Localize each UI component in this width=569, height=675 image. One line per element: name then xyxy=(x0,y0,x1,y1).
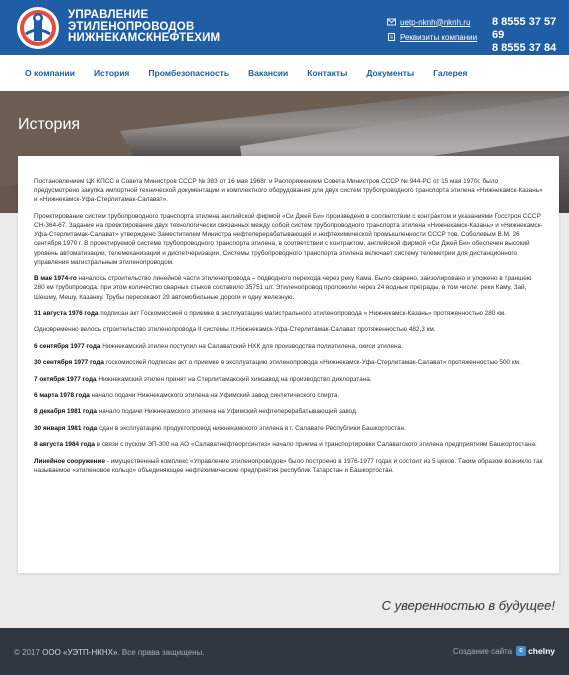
requisites-text[interactable]: Реквизиты компании xyxy=(400,32,478,42)
copyright-prefix: © 2017 xyxy=(14,648,43,657)
paragraph-lead: 31 августа 1976 года xyxy=(34,310,99,317)
nav-item-safety[interactable]: Промбезопасность xyxy=(148,68,230,78)
paragraph-lead: В мае 1974-го xyxy=(34,275,77,283)
paragraph-text: госкомиссией подписан акт о приемке в эксплуатацию этиленопровода «Нижнекамск-Уфа-Стерлитамак-Салават» протяженностью 500 км. xyxy=(103,359,521,367)
logo-emblem[interactable] xyxy=(16,6,60,50)
nav-item-vacancies[interactable]: Вакансии xyxy=(248,68,289,78)
paragraph-text: - имущественный комплекс «Управление этиленопроводов» было построено в 1976-1977 годах и состоит из 5 цехов. Таким образом возникло так называемое «этиленовое кольцо» объединяющее нефтехимические предприятия республик Татарстан и Башкортостан. xyxy=(34,457,543,474)
paragraph-text: Одновременно велось строительство этиленопровода II системы гг.Нижнекамск-Уфа-Стерлитамак-Салават протяженностью 482,3 км. xyxy=(34,326,436,334)
phone-2[interactable]: 8 8555 37 84 xyxy=(492,42,557,54)
nav-item-contacts[interactable]: Контакты xyxy=(307,68,348,78)
paragraph-lead: Линейное сооружение xyxy=(34,457,106,465)
company-name xyxy=(68,10,220,45)
history-paragraph xyxy=(34,375,543,384)
paragraph-text: сдан в эксплуатацию продуктопровод нижнекамского этилена в г. Салавате Республики Башкортостан. xyxy=(97,424,406,432)
email-text[interactable]: uetp-nknh@nknh.ru xyxy=(400,17,471,27)
paragraph-text: начало подачи Нижнекамского этилена на Уфимский нефтеперерабатывающий завод. xyxy=(96,408,358,416)
site-credit xyxy=(453,646,555,656)
contact-links xyxy=(387,16,477,46)
company-name-line-3: НИЖНЕКАМСКНЕФТЕХИМ xyxy=(68,32,221,44)
history-paragraph xyxy=(34,212,543,267)
studio-name[interactable]: chelny xyxy=(528,646,555,656)
page-title: История xyxy=(18,116,81,133)
paragraph-text: в связи с пуском ЭП-300 на АО «Салаватнефтеоргсинтез» начало приема и транспортировки Салаватского этилена предприятиям Башкортостана. xyxy=(94,441,537,449)
document-icon xyxy=(387,33,396,41)
paragraph-lead: 30 сентября 1977 года xyxy=(34,359,104,367)
mail-icon xyxy=(387,18,396,26)
company-name-line-2: ЭТИЛЕНОПРОВОДОВ xyxy=(68,20,195,33)
history-paragraph xyxy=(34,309,543,318)
site-footer xyxy=(0,628,569,675)
copyright xyxy=(14,648,204,657)
chelny-logo-icon: c xyxy=(516,646,526,656)
history-paragraph xyxy=(34,358,543,367)
email-link[interactable] xyxy=(387,16,477,28)
main-nav xyxy=(0,55,569,91)
history-content-card xyxy=(18,156,559,573)
paragraph-text: начало подачи Нижнекамского этилена на Уфимский завод синтетического спирта. xyxy=(89,391,340,399)
history-paragraph xyxy=(34,342,543,351)
paragraph-lead: 6 сентября 1977 года xyxy=(34,342,101,350)
slogan: С уверенностью в будущее! xyxy=(381,598,555,613)
studio-link[interactable] xyxy=(516,646,555,656)
created-label: Создание сайта xyxy=(452,646,513,656)
paragraph-text: Проектирование систем трубопроводного транспорта этилена английской фирмой «Си Джей Би» произведено в соответствии с контрактом и указаниями Госстроя СССР СН-364-67. Задание на проектирование двух технологически связанных между собой систем трубопроводного транспорта этилена «Нижнекамск-Казань» и «Нижнекамск-Уфа-Стерлитамак-Салават» утверждено Заместителем Министра нефтеперерабатывающей и нефтехимической промышленности СССР тов. Соболевым В.М. 26 сентября 1970 г. В проектируемой системе трубопроводного транспорта этилена, в соответствии с контрактом, английской фирмой «Си Джей Би» обеспечен высокий уровень автоматизации, телемеханизации и диспетчеризации. Системы трубопроводного транспорта этилена включает систему телеметрии для дистанционного управления магистральным этиленопроводом. xyxy=(34,212,543,266)
history-paragraph xyxy=(34,177,543,205)
nav-item-history[interactable]: История xyxy=(93,68,130,78)
phone-1[interactable]: 8 8555 37 57 69 xyxy=(492,16,557,41)
site-header xyxy=(0,0,569,55)
paragraph-text: Нижнекамский этилен принят на Стерлитамакский химзавод на производство дихлорэтана. xyxy=(96,375,372,383)
history-paragraph xyxy=(34,457,543,475)
copyright-suffix: . Все права защищены. xyxy=(117,648,205,657)
nav-item-documents[interactable]: Документы xyxy=(366,68,415,78)
paragraph-lead: 6 марта 1978 года xyxy=(34,391,90,399)
history-paragraph xyxy=(34,424,543,433)
history-paragraph xyxy=(34,407,543,416)
nav-item-about[interactable]: О компании xyxy=(25,68,75,78)
requisites-link[interactable] xyxy=(387,31,477,43)
paragraph-lead: 8 августа 1984 года xyxy=(34,441,95,449)
history-paragraph xyxy=(34,274,543,302)
paragraph-text: Постановлением ЦК КПСС и Совета Министров СССР № 383 от 16 мая 1968г. и Распоряжением Совета Министров СССР № 944-РС от 15 мая 1970г. было предусмотрено закупка импортной технической документации и комплектного оборудования для двух систем трубопроводного транспорта этилена «Нижнекамск-Казань» и «Нижнекамск-Уфа-Стерлитамак-Салават». xyxy=(34,178,543,204)
copyright-company: ООО «УЭТП-НКНХ» xyxy=(42,648,118,657)
nav-item-gallery[interactable]: Галерея xyxy=(433,68,468,78)
history-paragraph xyxy=(34,440,543,449)
company-name-line-1: УПРАВЛЕНИЕ xyxy=(68,9,149,21)
paragraph-lead: 30 января 1981 года xyxy=(34,424,98,432)
paragraph-text: Нижнекамский этилен поступил на Салаватский НХК для производства полиэтилена, окиси этилена. xyxy=(100,342,403,350)
history-paragraph xyxy=(34,325,543,334)
paragraph-text: подписан акт Госкомиссией о приемке в эксплуатацию магистрального этиленопровода « Нижнекамск-Казань» протяженностью 280 км. xyxy=(98,310,507,317)
paragraph-lead: 7 октября 1977 года xyxy=(34,375,97,383)
history-paragraph xyxy=(34,391,543,400)
paragraph-lead: 8 декабря 1981 года xyxy=(34,408,97,416)
paragraph-text: началось строительство линейной части этиленопровода – подводного перехода через реку Кама. Было сварено, заизолировано и уложено в траншею 280 км трубопровода, при этом количество сварных стыков составило 35751 шт. Этиленопровод проложили через 24 водные преграды, в том числе: реки Каму, Зай, Шешму, Мешу, Казанку. Трубы пересекают 29 автомобильные дороги и одну железную. xyxy=(34,275,532,301)
